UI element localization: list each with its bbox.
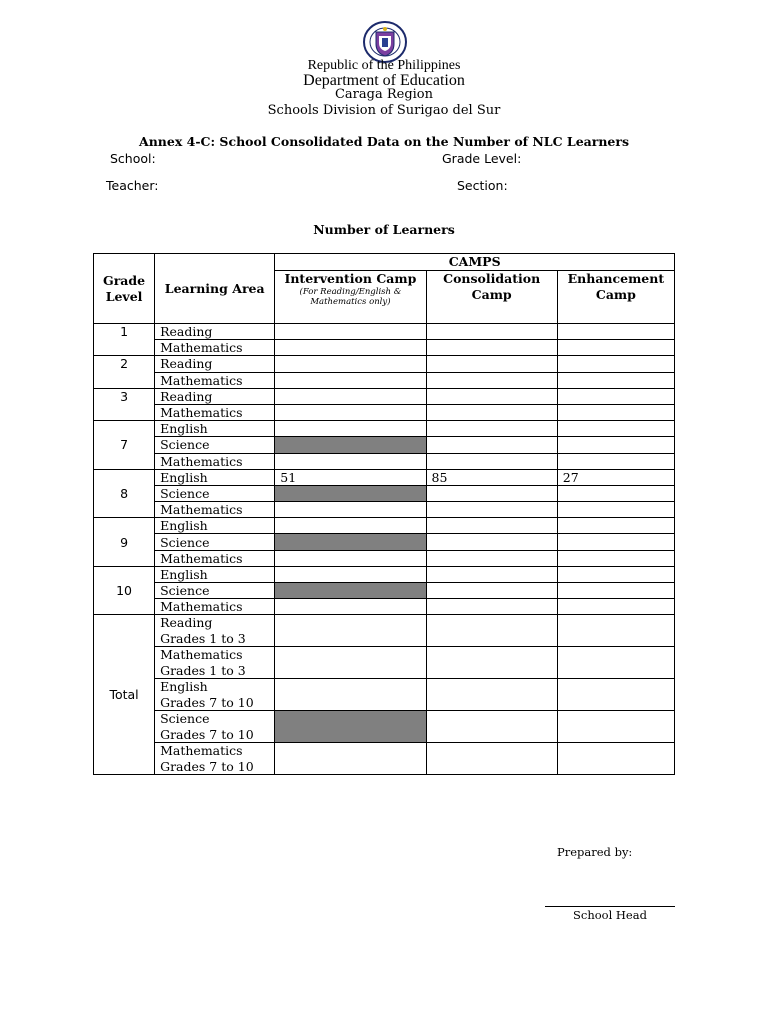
learning-area-cell: English bbox=[155, 566, 275, 582]
intervention-cell bbox=[275, 615, 426, 647]
consolidation-cell bbox=[426, 356, 557, 372]
total-area-name: Mathematics bbox=[160, 647, 243, 663]
intervention-cell bbox=[275, 743, 426, 775]
table-row bbox=[94, 534, 675, 550]
grade-cell: 9 bbox=[94, 518, 155, 567]
teacher-label: Teacher: bbox=[106, 178, 159, 193]
consolidation-cell bbox=[426, 647, 557, 679]
table-row bbox=[94, 421, 675, 437]
intervention-note: (For Reading/English & Mathematics only) bbox=[299, 287, 402, 307]
learning-area-cell: Science bbox=[155, 583, 275, 599]
header-republic: Republic of the Philippines bbox=[307, 58, 461, 73]
table-row bbox=[94, 518, 675, 534]
intervention-cell bbox=[275, 453, 426, 469]
intervention-cell bbox=[275, 340, 426, 356]
total-area-grades: Grades 1 to 3 bbox=[160, 630, 246, 646]
enhancement-cell bbox=[557, 566, 674, 582]
consolidation-cell bbox=[426, 743, 557, 775]
intervention-cell bbox=[275, 647, 426, 679]
consolidation-cell bbox=[426, 437, 557, 453]
consolidation-cell bbox=[426, 583, 557, 599]
learning-area-cell: Reading bbox=[155, 388, 275, 404]
learning-area-cell: Mathematics bbox=[155, 550, 275, 566]
consolidation-cell bbox=[426, 485, 557, 501]
col-header-grade-level: Grade Level bbox=[94, 254, 155, 324]
header-row-camps bbox=[94, 254, 675, 271]
intervention-cell bbox=[275, 404, 426, 420]
enhancement-cell bbox=[557, 534, 674, 550]
intervention-cell bbox=[275, 372, 426, 388]
table-row bbox=[94, 340, 675, 356]
learning-area-cell: Mathematics bbox=[155, 502, 275, 518]
total-area-cell bbox=[155, 679, 275, 711]
consolidation-cell bbox=[426, 453, 557, 469]
learning-area-cell: Mathematics bbox=[155, 404, 275, 420]
prepared-by-label: Prepared by: bbox=[557, 845, 633, 859]
intervention-label: Intervention Camp bbox=[284, 271, 417, 286]
header-department: Department of Education bbox=[303, 72, 465, 89]
table-row bbox=[94, 469, 675, 485]
col-header-enhancement: Enhancement Camp bbox=[557, 271, 674, 324]
enhancement-cell bbox=[557, 615, 674, 647]
section-label: Section: bbox=[457, 178, 508, 193]
consolidation-cell bbox=[426, 340, 557, 356]
table-row bbox=[94, 453, 675, 469]
enhancement-cell bbox=[557, 679, 674, 711]
learning-area-cell: Science bbox=[155, 534, 275, 550]
total-cell: Total bbox=[94, 615, 155, 775]
consolidation-cell bbox=[426, 502, 557, 518]
consolidation-cell bbox=[426, 372, 557, 388]
grade-cell: 3 bbox=[94, 388, 155, 420]
table-row bbox=[94, 743, 675, 775]
intervention-cell bbox=[275, 550, 426, 566]
grade-cell: 1 bbox=[94, 324, 155, 356]
consolidation-cell bbox=[426, 566, 557, 582]
table-row bbox=[94, 647, 675, 679]
enhancement-cell bbox=[557, 485, 674, 501]
document-title: Annex 4-C: School Consolidated Data on the Number of NLC Learners bbox=[139, 134, 629, 149]
consolidation-cell bbox=[426, 388, 557, 404]
enhancement-cell bbox=[557, 711, 674, 743]
enhancement-cell bbox=[557, 404, 674, 420]
total-area-cell bbox=[155, 743, 275, 775]
intervention-cell bbox=[275, 518, 426, 534]
shaded-cell bbox=[275, 485, 426, 501]
consolidation-cell bbox=[426, 679, 557, 711]
learning-area-cell: English bbox=[155, 469, 275, 485]
enhancement-cell bbox=[557, 356, 674, 372]
enhancement-cell bbox=[557, 599, 674, 615]
learning-area-cell: Mathematics bbox=[155, 372, 275, 388]
table-row bbox=[94, 615, 675, 647]
table-row bbox=[94, 566, 675, 582]
table-row bbox=[94, 388, 675, 404]
table-row bbox=[94, 372, 675, 388]
intervention-cell bbox=[275, 388, 426, 404]
table-title: Number of Learners bbox=[313, 222, 455, 237]
shaded-cell bbox=[275, 534, 426, 550]
grade-cell: 10 bbox=[94, 566, 155, 615]
learners-table bbox=[93, 253, 675, 775]
shaded-cell bbox=[275, 711, 426, 743]
intervention-cell bbox=[275, 502, 426, 518]
consolidation-cell bbox=[426, 550, 557, 566]
enhancement-cell bbox=[557, 583, 674, 599]
consolidation-cell bbox=[426, 324, 557, 340]
grade-level-label: Grade Level: bbox=[442, 151, 522, 166]
consolidation-cell bbox=[426, 518, 557, 534]
grade-cell: 2 bbox=[94, 356, 155, 388]
table-row bbox=[94, 324, 675, 340]
intervention-cell bbox=[275, 421, 426, 437]
total-area-cell bbox=[155, 647, 275, 679]
total-area-cell bbox=[155, 615, 275, 647]
intervention-cell bbox=[275, 356, 426, 372]
learning-area-cell: English bbox=[155, 518, 275, 534]
learning-area-cell: Science bbox=[155, 485, 275, 501]
enhancement-cell bbox=[557, 743, 674, 775]
table-row bbox=[94, 485, 675, 501]
grade-cell: 7 bbox=[94, 421, 155, 470]
enhancement-cell bbox=[557, 502, 674, 518]
col-header-learning-area: Learning Area bbox=[155, 254, 275, 324]
shaded-cell bbox=[275, 437, 426, 453]
intervention-cell bbox=[275, 566, 426, 582]
table-row bbox=[94, 679, 675, 711]
total-area-grades: Grades 1 to 3 bbox=[160, 662, 246, 678]
learning-area-cell: Mathematics bbox=[155, 599, 275, 615]
consolidation-cell bbox=[426, 615, 557, 647]
consolidation-cell bbox=[426, 599, 557, 615]
total-area-name: Mathematics bbox=[160, 743, 243, 759]
table-row bbox=[94, 502, 675, 518]
total-area-cell bbox=[155, 711, 275, 743]
consolidation-cell bbox=[426, 421, 557, 437]
table-row bbox=[94, 711, 675, 743]
header-division: Schools Division of Surigao del Sur bbox=[267, 103, 501, 118]
school-head-label: School Head bbox=[573, 908, 647, 922]
learning-area-cell: Reading bbox=[155, 324, 275, 340]
col-header-consolidation: Consolidation Camp bbox=[426, 271, 557, 324]
intervention-cell bbox=[275, 324, 426, 340]
consolidation-cell bbox=[426, 534, 557, 550]
header-region: Caraga Region bbox=[334, 87, 434, 102]
grade-cell: 8 bbox=[94, 469, 155, 518]
intervention-cell bbox=[275, 679, 426, 711]
shaded-cell bbox=[275, 583, 426, 599]
enhancement-cell bbox=[557, 518, 674, 534]
intervention-cell: 51 bbox=[275, 469, 426, 485]
consolidation-cell: 85 bbox=[426, 469, 557, 485]
intervention-cell bbox=[275, 599, 426, 615]
col-header-camps: CAMPS bbox=[275, 254, 675, 271]
learning-area-cell: Reading bbox=[155, 356, 275, 372]
table-row bbox=[94, 583, 675, 599]
table-row bbox=[94, 404, 675, 420]
total-area-grades: Grades 7 to 10 bbox=[160, 758, 254, 774]
consolidation-cell bbox=[426, 711, 557, 743]
total-area-grades: Grades 7 to 10 bbox=[160, 726, 254, 742]
enhancement-cell bbox=[557, 324, 674, 340]
learning-area-cell: Mathematics bbox=[155, 340, 275, 356]
school-label: School: bbox=[110, 151, 156, 166]
col-header-intervention bbox=[275, 271, 426, 324]
enhancement-cell bbox=[557, 647, 674, 679]
enhancement-cell bbox=[557, 340, 674, 356]
consolidation-cell bbox=[426, 404, 557, 420]
table-row bbox=[94, 437, 675, 453]
learning-area-cell: Mathematics bbox=[155, 453, 275, 469]
table-row bbox=[94, 550, 675, 566]
enhancement-cell bbox=[557, 453, 674, 469]
learning-area-cell: Science bbox=[155, 437, 275, 453]
enhancement-cell bbox=[557, 421, 674, 437]
enhancement-cell: 27 bbox=[557, 469, 674, 485]
total-area-name: Reading bbox=[160, 615, 213, 631]
learning-area-cell: English bbox=[155, 421, 275, 437]
enhancement-cell bbox=[557, 372, 674, 388]
table-row bbox=[94, 599, 675, 615]
table-row bbox=[94, 356, 675, 372]
total-area-name: English bbox=[160, 679, 208, 695]
total-area-grades: Grades 7 to 10 bbox=[160, 694, 254, 710]
enhancement-cell bbox=[557, 437, 674, 453]
signature-line bbox=[545, 906, 675, 907]
total-area-name: Science bbox=[160, 711, 210, 727]
enhancement-cell bbox=[557, 550, 674, 566]
enhancement-cell bbox=[557, 388, 674, 404]
